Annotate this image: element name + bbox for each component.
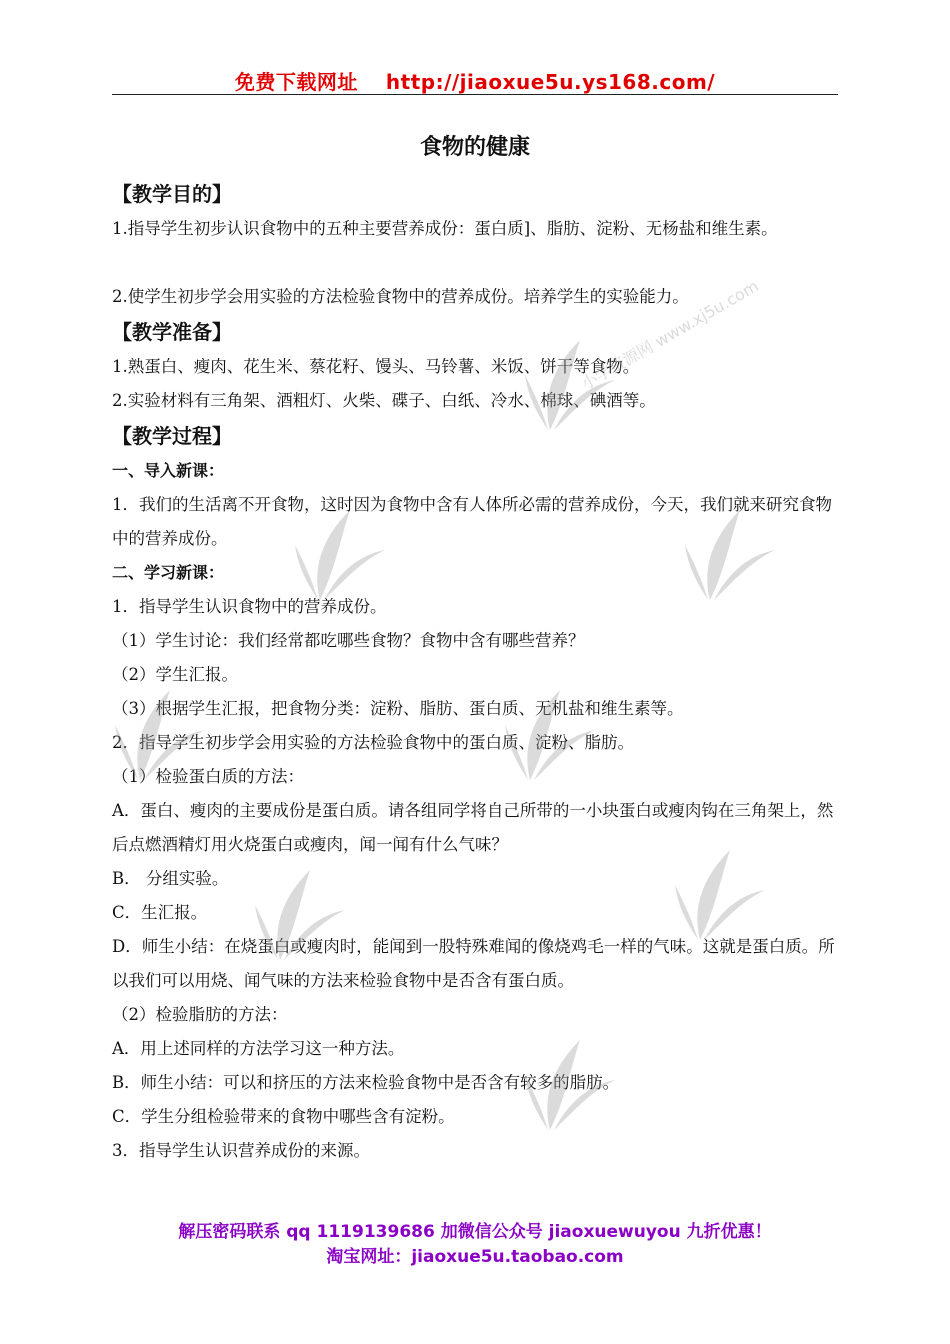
- paragraph: 2.使学生初步学会用实验的方法检验食物中的营养成份。培养学生的实验能力。: [112, 287, 689, 306]
- section-heading-aim: 【教学目的】: [112, 182, 232, 206]
- footer-taobao-link[interactable]: 淘宝网址：jiaoxue5u.taobao.com: [326, 1247, 624, 1267]
- paragraph: （1）检验蛋白质的方法：: [112, 767, 304, 786]
- paragraph: A．蛋白、瘦肉的主要成份是蛋白质。请各组同学将自己所带的一小块蛋白或瘦肉钩在三角架上，然后点燃酒精灯用火烧蛋白或瘦肉，闻一闻有什么气味？: [112, 801, 834, 854]
- paragraph: 1．我们的生活离不开食物，这时因为食物中含有人体所必需的营养成份，今天，我们就来研究食物中的营养成份。: [112, 495, 832, 548]
- paragraph: 3．指导学生认识营养成份的来源。: [112, 1141, 370, 1160]
- subsection-heading-new-lesson: 二、学习新课：: [112, 563, 225, 582]
- paragraph: A．用上述同样的方法学习这一种方法。: [112, 1039, 405, 1058]
- paragraph: 1.指导学生初步认识食物中的五种主要营养成份：蛋白质]、脂肪、淀粉、无杨盐和维生素。: [112, 219, 778, 238]
- section-heading-prep: 【教学准备】: [112, 320, 232, 344]
- paragraph: （2）学生汇报。: [112, 665, 238, 684]
- paragraph: （2）检验脂肪的方法：: [112, 1005, 288, 1024]
- paragraph: 1.熟蛋白、瘦肉、花生米、蔡花籽、馒头、马铃薯、米饭、饼干等食物。: [112, 357, 640, 376]
- download-url-link[interactable]: http://jiaoxue5u.ys168.com/: [385, 70, 716, 94]
- section-heading-process: 【教学过程】: [112, 424, 232, 448]
- paragraph: D．师生小结：在烧蛋白或瘦肉时，能闻到一股特殊难闻的像烧鸡毛一样的气味。这就是蛋白质。所以我们可以用烧、闻气味的方法来检验食物中是否含有蛋白质。: [112, 937, 835, 990]
- paragraph: 2．指导学生初步学会用实验的方法检验食物中的蛋白质、淀粉、脂肪。: [112, 733, 634, 752]
- paragraph: C．生汇报。: [112, 903, 208, 922]
- download-label: 免费下载网址: [234, 70, 358, 94]
- watermark-text: 小学资源网 www.xj5u.com: [577, 276, 762, 394]
- document-body: [112, 176, 838, 1168]
- paragraph: （3）根据学生汇报，把食物分类：淀粉、脂肪、蛋白质、无机盐和维生素等。: [112, 699, 684, 718]
- document-title: 食物的健康: [419, 135, 530, 160]
- paragraph: 2.实验材料有三角架、酒粗灯、火柴、碟子、白纸、冷水、棉球、碘酒等。: [112, 391, 656, 410]
- paragraph: C．学生分组检验带来的食物中哪些含有淀粉。: [112, 1107, 455, 1126]
- header-divider: [112, 94, 838, 95]
- paragraph: （1）学生讨论：我们经常都吃哪些食物？食物中含有哪些营养？: [112, 631, 585, 650]
- paragraph: 1．指导学生认识食物中的营养成份。: [112, 597, 387, 616]
- footer-contact: 解压密码联系 qq 1119139686 加微信公众号 jiaoxuewuyou 九折优惠！: [178, 1222, 772, 1242]
- paragraph: B．师生小结：可以和挤压的方法来检验食物中是否含有较多的脂肪。: [112, 1073, 620, 1092]
- paragraph: B． 分组实验。: [112, 869, 229, 888]
- subsection-heading-intro: 一、导入新课：: [112, 461, 225, 480]
- download-banner: [112, 66, 838, 94]
